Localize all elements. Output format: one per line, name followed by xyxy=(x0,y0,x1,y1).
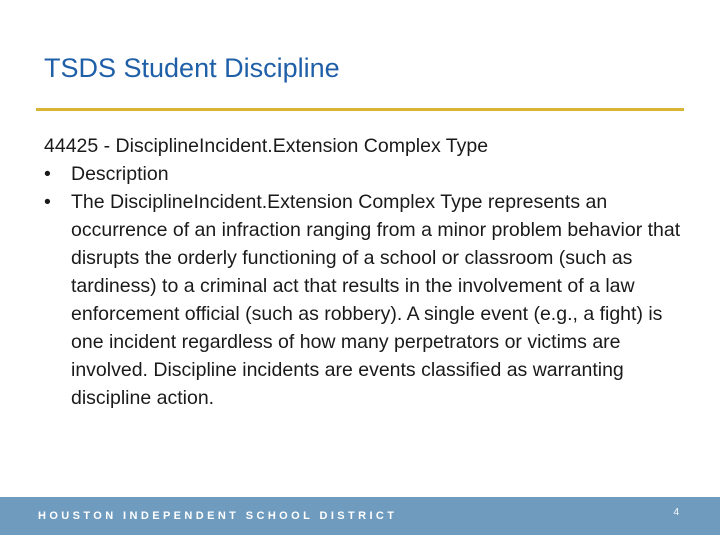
slide-content xyxy=(44,132,684,412)
content-heading: 44425 - DisciplineIncident.Extension Complex Type xyxy=(44,135,489,157)
bullet-item-definition xyxy=(44,188,684,412)
district-wordmark: HOUSTON INDEPENDENT SCHOOL DISTRICT xyxy=(38,510,398,522)
title-divider xyxy=(36,108,684,111)
page-number: 4 xyxy=(673,507,679,518)
bullet-mark: • xyxy=(44,191,51,213)
bullet-text: The DisciplineIncident.Extension Complex Type represents an occurrence of an infraction ranging from a minor problem behavior that disrupts the orderly functioning of a school or classroom (such as tardiness) to a criminal act that results in the involvement of a law enforcement official (such as robbery). A single event (e.g., a fight) is one incident regardless of how many perpetrators or victims are involved. Discipline incidents are events classified as warranting discipline action. xyxy=(71,191,681,409)
slide-title: TSDS Student Discipline xyxy=(44,53,340,83)
bullet-item-description xyxy=(44,160,684,188)
bullet-text: Description xyxy=(71,163,169,185)
footer-band xyxy=(0,497,720,535)
bullet-list xyxy=(44,160,684,412)
bullet-mark: • xyxy=(44,163,51,185)
